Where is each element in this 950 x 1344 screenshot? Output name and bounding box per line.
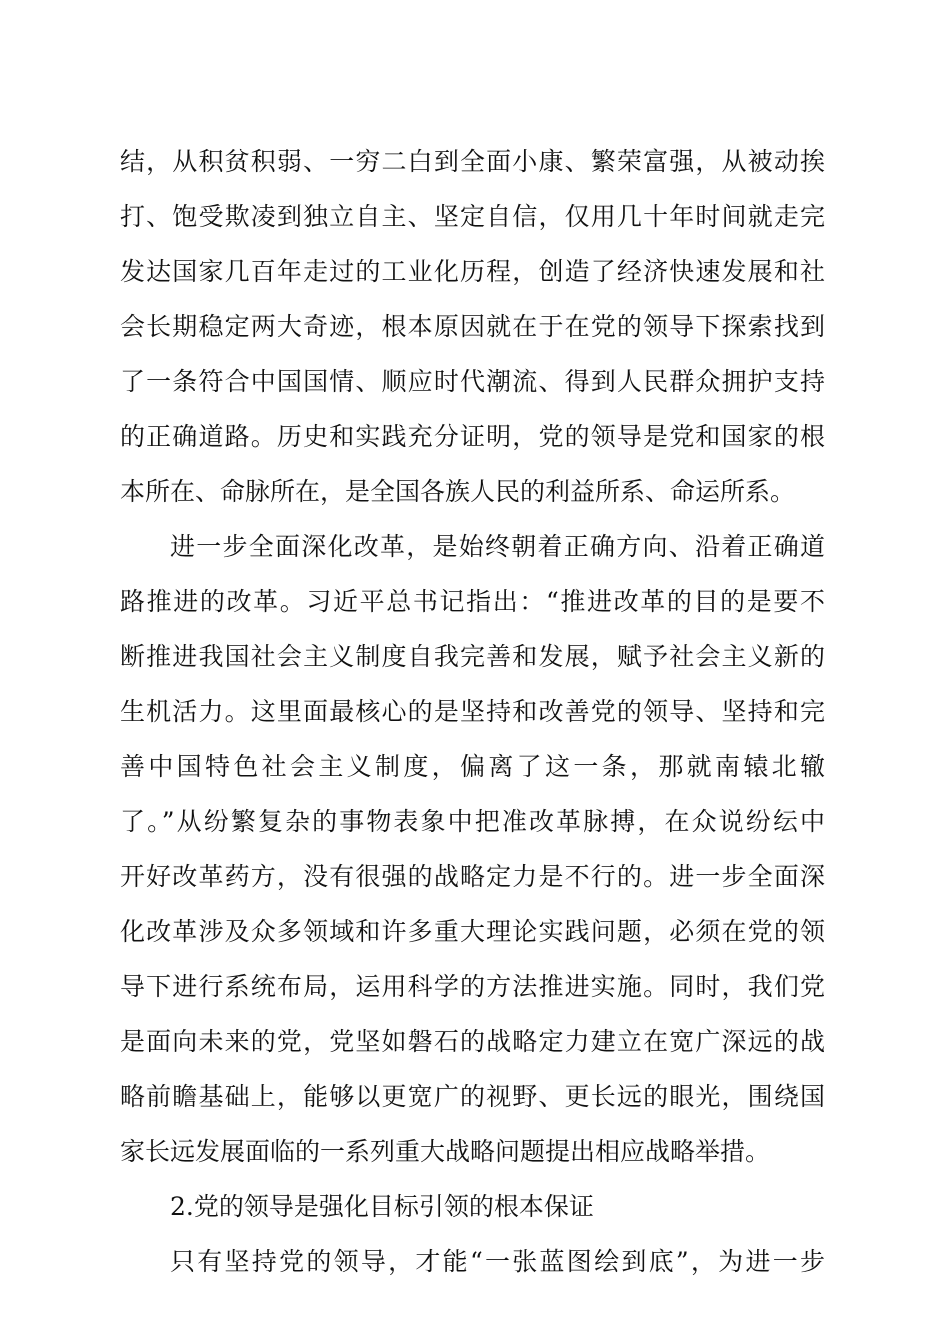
paragraph-1-line-7: 本所在、命脉所在，是全国各族人民的利益所系、命运所系。 [120,477,796,506]
paragraph-1-line-5: 了一条符合中国国情、顺应时代潮流、得到人民群众拥护支持 [120,367,825,396]
paragraph-1-line-6: 的正确道路。历史和实践充分证明，党的领导是党和国家的根 [120,422,825,451]
paragraph-1-line-3: 发达国家几百年走过的工业化历程，创造了经济快速发展和社 [120,257,825,286]
paragraph-2-line-1: 进一步全面深化改革，是始终朝着正确方向、沿着正确道 [170,532,825,561]
paragraph-2-line-6: 了。”从纷繁复杂的事物表象中把准改革脉搏，在众说纷纭中 [120,807,825,836]
paragraph-2-line-7: 开好改革药方，没有很强的战略定力是不行的。进一步全面深 [120,862,825,891]
paragraph-2-line-12: 家长远发展面临的一系列重大战略问题提出相应战略举措。 [120,1137,771,1166]
paragraph-1-line-4: 会长期稳定两大奇迹，根本原因就在于在党的领导下探索找到 [120,312,825,341]
paragraph-1-line-2: 打、饱受欺凌到独立自主、坚定自信，仅用几十年时间就走完 [120,202,825,231]
paragraph-2-line-5: 善中国特色社会主义制度，偏离了这一条，那就南辕北辙 [120,752,825,781]
paragraph-2-line-9: 导下进行系统布局，运用科学的方法推进实施。同时，我们党 [120,972,825,1001]
paragraph-2-line-10: 是面向未来的党，党坚如磐石的战略定力建立在宽广深远的战 [120,1027,825,1056]
paragraph-2-line-8: 化改革涉及众多领域和许多重大理论实践问题，必须在党的领 [120,917,825,946]
paragraph-2-line-4: 生机活力。这里面最核心的是坚持和改善党的领导、坚持和完 [120,697,825,726]
paragraph-1-line-1: 结，从积贫积弱、一穷二白到全面小康、繁荣富强，从被动挨 [120,147,825,176]
paragraph-3-line-1: 只有坚持党的领导，才能“一张蓝图绘到底”，为进一步 [170,1247,825,1276]
paragraph-2-line-2: 路推进的改革。习近平总书记指出：“推进改革的目的是要不 [120,587,825,616]
paragraph-2-line-11: 略前瞻基础上，能够以更宽广的视野、更长远的眼光，围绕国 [120,1082,825,1111]
section-heading: 2.党的领导是强化目标引领的根本保证 [170,1192,594,1221]
paragraph-2-line-3: 断推进我国社会主义制度自我完善和发展，赋予社会主义新的 [120,642,825,671]
